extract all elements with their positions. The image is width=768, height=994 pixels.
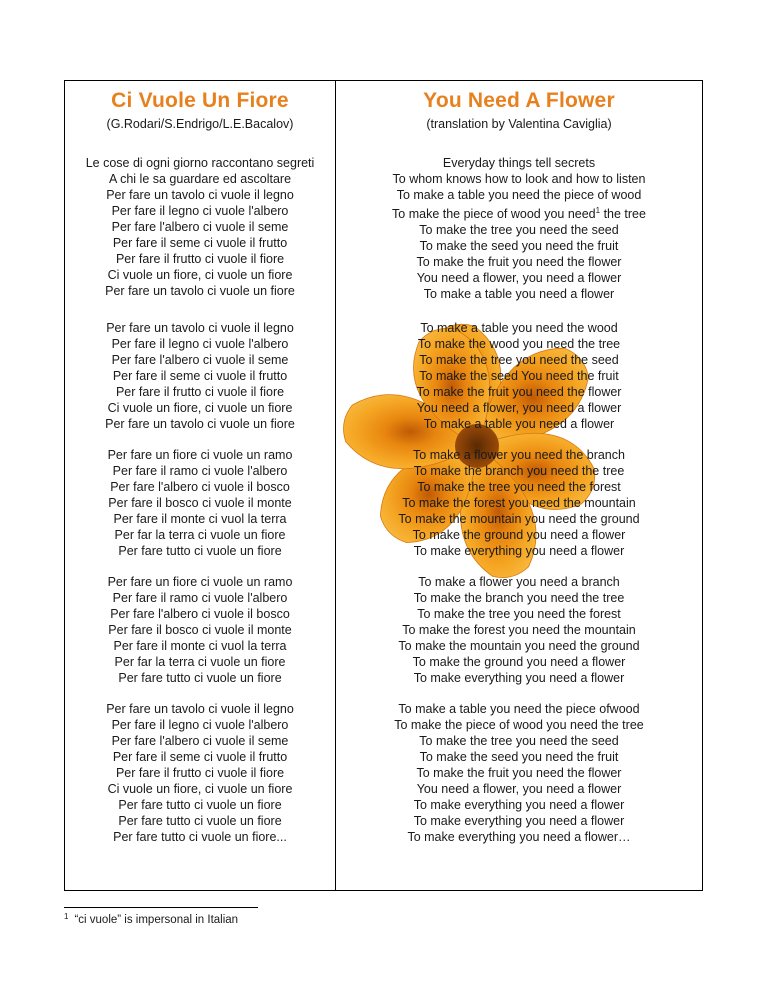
poem-table: [64, 80, 703, 891]
lyric-line: Per fare il legno ci vuole l'albero: [111, 204, 289, 218]
lyric-line: To make the ground you need a flower: [412, 528, 626, 542]
lyric-line: To make everything you need a flower: [413, 671, 625, 685]
lyric-line: To make everything you need a flower: [413, 798, 625, 812]
lyric-line: Per fare tutto ci vuole un fiore: [118, 814, 282, 828]
lyric-line: To make the fruit you need the flower: [416, 766, 622, 780]
english-title: You Need A Flower: [423, 89, 615, 112]
lyric-line: Ci vuole un fiore, ci vuole un fiore: [107, 268, 293, 282]
lyric-line: To make the seed you need the fruit: [419, 239, 619, 253]
lyric-line: To make everything you need a flower: [413, 544, 625, 558]
lyric-line: Per fare il bosco ci vuole il monte: [108, 496, 292, 510]
lyric-line: Per fare il legno ci vuole l'albero: [111, 337, 289, 351]
lyric-line: You need a flower, you need a flower: [416, 401, 622, 415]
lyric-line: To make the forest you need the mountain: [402, 623, 636, 637]
lyric-line: To make the tree you need the forest: [417, 480, 621, 494]
lyric-line: To make a table you need a flower: [423, 287, 615, 301]
lyric-line: Per fare il bosco ci vuole il monte: [108, 623, 292, 637]
lyric-line: To make the tree you need the seed: [419, 734, 619, 748]
footnote-text: “ci vuole” is impersonal in Italian: [74, 914, 239, 926]
footnote: [64, 912, 238, 926]
lyric-line: To make a flower you need a branch: [418, 575, 620, 589]
stanza: [65, 155, 335, 299]
lyric-line: Per fare l'albero ci vuole il seme: [111, 220, 289, 234]
lyric-line: Per fare il legno ci vuole l'albero: [111, 718, 289, 732]
lyric-line: Per fare l'albero ci vuole il seme: [111, 734, 289, 748]
lyric-line: To whom knows how to look and how to listen: [392, 172, 646, 186]
lyric-line: To make the tree you need the seed: [419, 353, 619, 367]
lyric-line: To make the wood you need the tree: [417, 337, 621, 351]
lyric-line: Per fare il seme ci vuole il frutto: [112, 236, 288, 250]
lyric-line: Per far la terra ci vuole un fiore: [114, 655, 286, 669]
stanza: [65, 574, 335, 686]
lyric-line: To make the branch you need the tree: [413, 464, 625, 478]
lyric-line: To make the piece of wood you need$^1$ the tree: [392, 206, 646, 221]
lyric-line: Per far la terra ci vuole un fiore: [114, 528, 286, 542]
lyric-line: To make the ground you need a flower: [412, 655, 626, 669]
lyric-line: To make the mountain you need the ground: [398, 512, 640, 526]
lyric-line: To make the fruit you need the flower: [416, 255, 622, 269]
lyric-line: To make everything you need a flower: [413, 814, 625, 828]
english-column: [336, 81, 702, 844]
lyric-line: Per fare il seme ci vuole il frutto: [112, 750, 288, 764]
lyric-line: Le cose di ogni giorno raccontano segreti: [85, 156, 315, 170]
stanza: [336, 447, 702, 559]
lyric-line: Ci vuole un fiore, ci vuole un fiore: [107, 401, 293, 415]
footnote-reference: 1: [595, 206, 601, 215]
lyric-line: Everyday things tell secrets: [442, 156, 596, 170]
lyric-line: Per fare il frutto ci vuole il fiore: [115, 385, 285, 399]
lyric-line: To make the seed you need the fruit: [419, 750, 619, 764]
stanza: [336, 320, 702, 432]
english-credit: (translation by Valentina Caviglia): [426, 117, 612, 131]
lyric-line: Per fare un fiore ci vuole un ramo: [107, 448, 293, 462]
lyric-line: Per fare un tavolo ci vuole il legno: [106, 321, 294, 335]
stanza: [65, 447, 335, 559]
lyric-line: Per fare il frutto ci vuole il fiore: [115, 766, 285, 780]
lyric-line: Per fare un tavolo ci vuole un fiore: [105, 284, 295, 298]
lyric-line: Per fare il ramo ci vuole l'albero: [112, 464, 288, 478]
lyric-line: Per fare l'albero ci vuole il seme: [111, 353, 289, 367]
lyric-line: Per fare l'albero ci vuole il bosco: [110, 480, 290, 494]
stanza: [65, 320, 335, 432]
stanza: [65, 701, 335, 845]
lyric-line: Per fare un fiore ci vuole un ramo: [107, 575, 293, 589]
lyric-line: To make a table you need the wood: [420, 321, 618, 335]
lyric-line: To make the branch you need the tree: [413, 591, 625, 605]
lyric-line: To make the piece of wood you need the tree: [394, 718, 644, 732]
lyric-line: To make the mountain you need the ground: [398, 639, 640, 653]
lyric-line: Per fare un tavolo ci vuole il legno: [106, 702, 294, 716]
italian-column: [65, 81, 335, 844]
lyric-line: Per fare un tavolo ci vuole un fiore: [105, 417, 295, 431]
lyric-line: To make a table you need the piece ofwood: [398, 702, 640, 716]
lyric-line: Per fare il ramo ci vuole l'albero: [112, 591, 288, 605]
lyric-line: To make the tree you need the seed: [419, 223, 619, 237]
lyric-line: Per fare il monte ci vuol la terra: [113, 512, 287, 526]
lyric-line: To make the seed You need the fruit: [419, 369, 619, 383]
lyric-line: Ci vuole un fiore, ci vuole un fiore: [107, 782, 293, 796]
footnote-marker: 1: [64, 912, 69, 921]
stanza: [336, 155, 702, 302]
lyric-line: To make the tree you need the forest: [417, 607, 621, 621]
italian-title: Ci Vuole Un Fiore: [111, 89, 289, 112]
lyric-line: Per fare il frutto ci vuole il fiore: [115, 252, 285, 266]
lyric-line: To make a flower you need the branch: [413, 448, 625, 462]
lyric-line: You need a flower, you need a flower: [416, 782, 622, 796]
lyric-line: To make a table you need a flower: [423, 417, 615, 431]
lyric-line: Per fare il seme ci vuole il frutto: [112, 369, 288, 383]
lyric-line: To make a table you need the piece of wood: [396, 188, 642, 202]
lyric-line: Per fare un tavolo ci vuole il legno: [106, 188, 294, 202]
lyric-line: Per fare tutto ci vuole un fiore: [118, 798, 282, 812]
lyric-line: Per fare il monte ci vuol la terra: [113, 639, 287, 653]
lyric-line: Per fare l'albero ci vuole il bosco: [110, 607, 290, 621]
lyric-line: To make the forest you need the mountain: [402, 496, 636, 510]
lyric-line: To make the fruit you need the flower: [416, 385, 622, 399]
lyric-line: Per fare tutto ci vuole un fiore: [118, 671, 282, 685]
lyric-line: A chi le sa guardare ed ascoltare: [108, 172, 292, 186]
footnote-rule: [64, 907, 258, 908]
stanza: [336, 701, 702, 845]
stanza: [336, 574, 702, 686]
italian-credit: (G.Rodari/S.Endrigo/L.E.Bacalov): [106, 117, 294, 131]
lyric-line: Per fare tutto ci vuole un fiore...: [113, 830, 287, 844]
lyric-line: To make everything you need a flower…: [407, 830, 631, 844]
lyric-line: Per fare tutto ci vuole un fiore: [118, 544, 282, 558]
lyric-line: You need a flower, you need a flower: [416, 271, 622, 285]
